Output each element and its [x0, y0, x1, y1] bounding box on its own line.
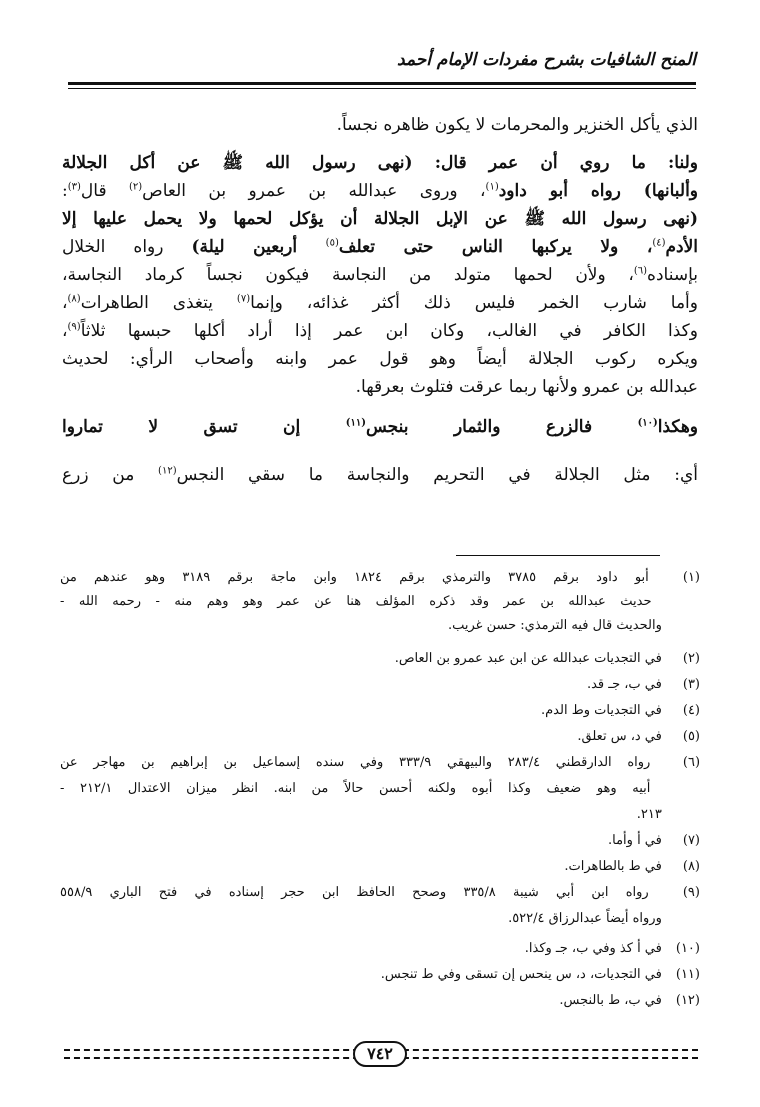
- body-line-4: (نهى رسول الله ﷺ عن الإبل الجلالة أن يؤكل لحمها ولا يحمل عليها إلا: [62, 209, 698, 229]
- header-rule-thin: [68, 88, 696, 89]
- footnote-11: (١١) في التجديات، د، س ينحس إن تسقى وفي ط تنجس.: [380, 967, 700, 982]
- footnote-5: (٥) في د، س تعلق.: [577, 729, 700, 744]
- footnote-ref-7: (٧): [236, 293, 251, 305]
- footnote-3: (٣) في ب، جـ قد.: [586, 677, 700, 692]
- footnote-ref-8: (٨): [67, 293, 81, 305]
- page-number: ٧٤٢: [353, 1041, 407, 1067]
- footnote-9: (٩) رواه ابن أبي شيبة ٣٣٥/٨ وصحح الحافظ ابن حجر إسناده في فتح الباري ٥٥٨/٩: [60, 885, 700, 900]
- footnote-ref-10: (١٠): [637, 417, 658, 429]
- footnote-ref-9: (٩): [67, 321, 81, 333]
- footnote-4: (٤) في التجديات وط الدم.: [541, 703, 700, 718]
- footnote-2: (٢) في التجديات عبدالله عن ابن عبد عمرو بن العاص.: [394, 651, 700, 666]
- footnote-9-cont: ورواه أيضاً عبدالرزاق ٥٢٢/٤.: [508, 911, 662, 926]
- body-line-10: عبدالله بن عمرو ولأنها ربما عرقت فتلوث بعرقها.: [355, 377, 698, 397]
- page-number-badge: [336, 1041, 424, 1067]
- body-line-3: وألبانها) رواه أبو داود$^{(١)}$، وروى عبدالله بن عمرو بن العاص$^{(٢)}$ قال$^{(٣)}$:: [62, 181, 699, 201]
- footnote-ref-2: (٢): [128, 181, 143, 193]
- body-line-9: ويكره ركوب الجلالة أيضاً وهو قول عمر وابنه وأصحاب الرأي: لحديث: [62, 349, 698, 369]
- verse-line: وهكذا$^{(١٠)}$ فالزرع والثمار بنجس$^{(١١)}$ إن تسق لا تماروا: [62, 417, 698, 437]
- footnote-ref-11: (١١): [345, 417, 366, 429]
- footnote-1-end: والحديث قال فيه الترمذي: حسن غريب.: [447, 618, 662, 633]
- footnote-12: (١٢) في ب، ط بالنجس.: [559, 993, 700, 1008]
- footnote-1: (١) أبو داود برقم ٣٧٨٥ والترمذي برقم ١٨٢٤ وابن ماجة برقم ٣١٨٩ وهو عندهم من: [60, 570, 700, 585]
- body-line-7: وأما شارب الخمر فليس ذلك أكثر غذائه، وإنما$^{(٧)}$ يتغذى الطاهرات$^{(٨)}$،: [62, 293, 698, 313]
- footnote-7: (٧) في أ وأما.: [607, 833, 700, 848]
- footnote-6-cont: أبيه وهو ضعيف وكذا أبوه ولكنه أحسن حالاً من ابنه. انظر ميزان الاعتدال ٢١٢/١ -: [60, 781, 651, 796]
- body-line-8: وكذا الكافر في الغالب، وكان ابن عمر إذا أراد أكلها حبسها ثلاثاً$^{(٩)}$،: [62, 321, 698, 341]
- footnote-ref-12: (١٢): [158, 465, 177, 477]
- footnote-8: (٨) في ط بالطاهرات.: [564, 859, 700, 874]
- footnote-6-end: ٢١٣.: [636, 807, 662, 822]
- footnote-ref-6: (٦): [633, 265, 648, 277]
- body-line-2: ولنا: ما روي أن عمر قال: (نهى رسول الله ﷺ عن أكل الجلالة: [62, 153, 698, 173]
- footnote-ref-1: (١): [485, 181, 499, 193]
- footnote-ref-5: (٥): [325, 237, 339, 249]
- footnote-ref-4: (٤): [652, 237, 666, 249]
- book-title: المنح الشافيات بشرح مفردات الإمام أحمد: [397, 50, 696, 70]
- body-line-11: أي: مثل الجلالة في التحريم والنجاسة ما سقي النجس$^{(١٢)}$ من زرع: [62, 465, 698, 485]
- footnote-1-cont: حديث عبدالله بن عمر وقد ذكره المؤلف هنا عن عمر وهو وهم منه - رحمه الله -: [60, 594, 652, 609]
- footnote-separator: [456, 555, 660, 556]
- footnote-6: (٦) رواه الدارقطني ٢٨٣/٤ والبيهقي ٣٣٣/٩ وفي سنده إسماعيل بن إبراهيم بن مهاجر عن: [60, 755, 701, 770]
- header-rule-thick: [68, 82, 696, 85]
- body-line-5: الأدم$^{(٤)}$، ولا يركبها الناس حتى تعلف$^{(٥)}$ أربعين ليلة) رواه الخلال: [62, 237, 699, 257]
- footnote-10: (١٠) في أ كذ وفي ب، جـ وكذا.: [524, 941, 700, 956]
- body-line-1: الذي يأكل الخنزير والمحرمات لا يكون ظاهره نجساً.: [336, 115, 698, 135]
- body-line-6: بإسناده$^{(٦)}$، ولأن لحمها متولد من النجاسة فيكون نجساً كرماد النجاسة،: [62, 265, 698, 285]
- footnote-ref-3: (٣): [67, 181, 81, 193]
